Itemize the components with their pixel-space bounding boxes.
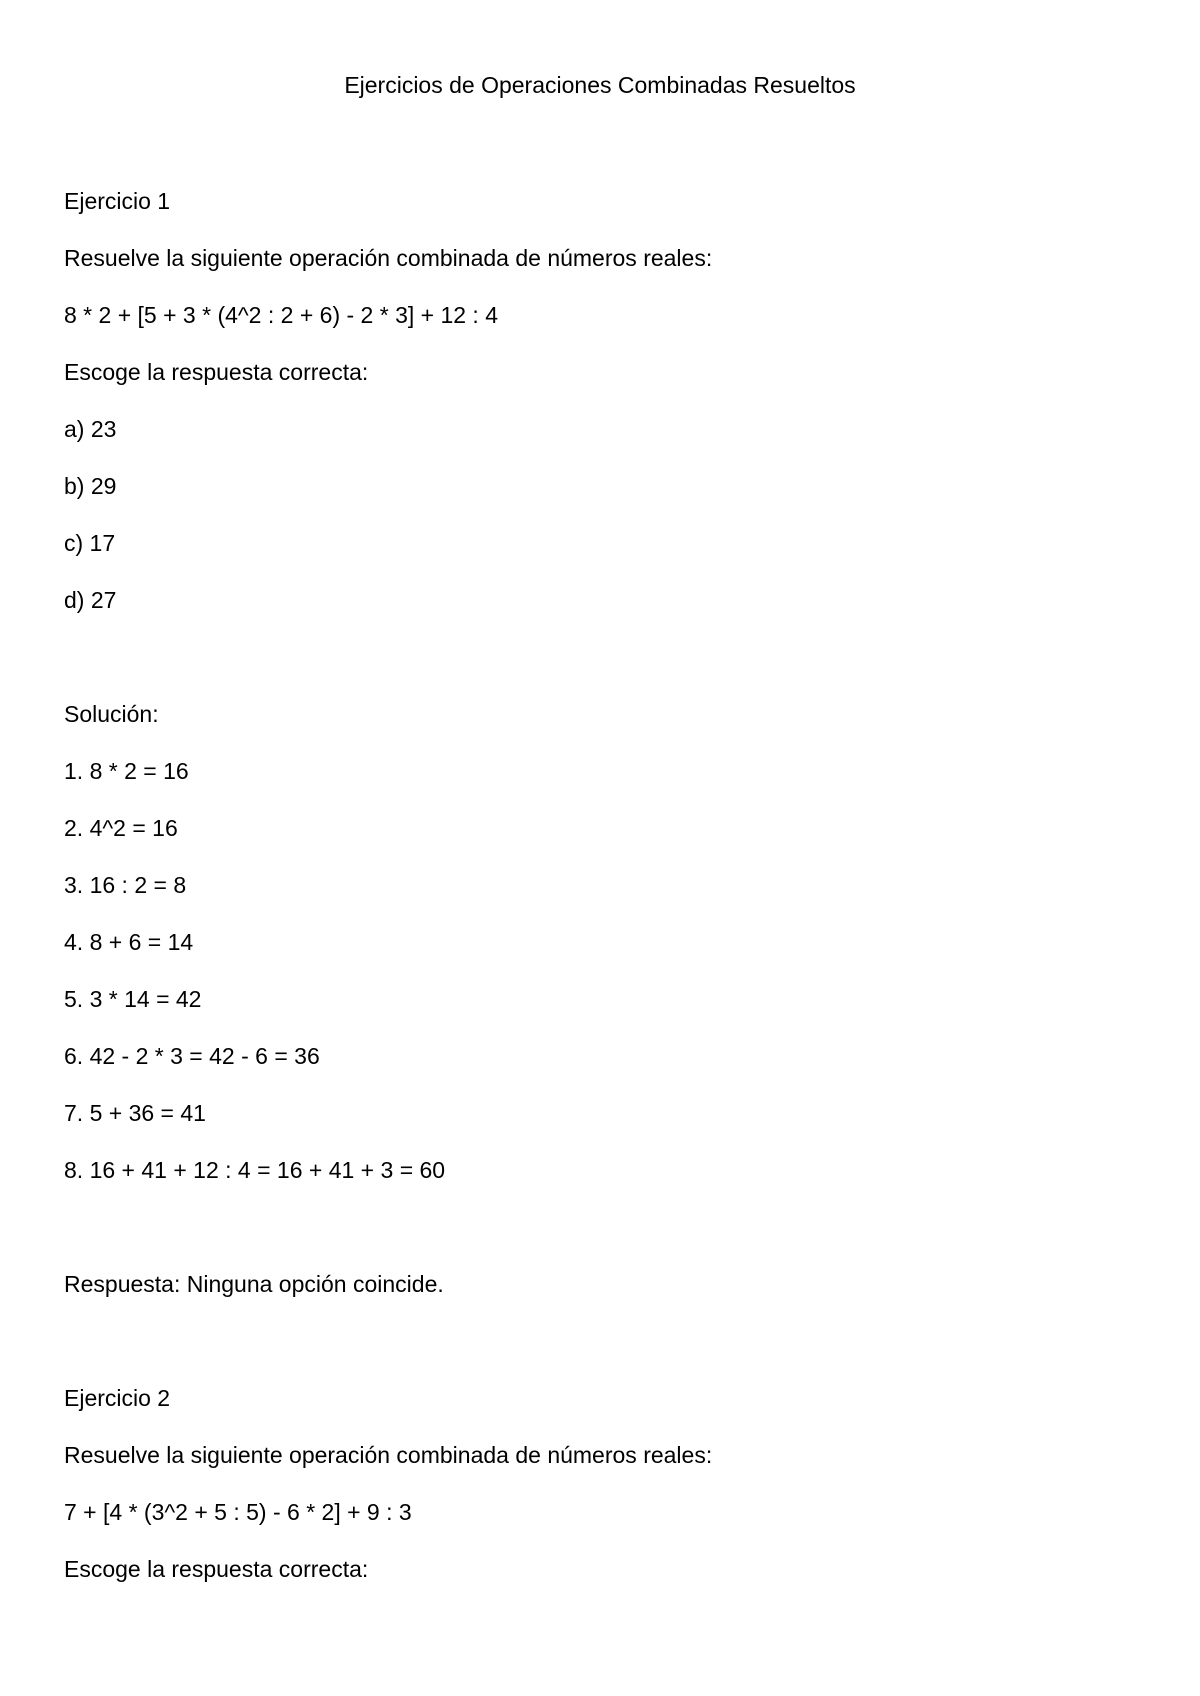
exercise-1-option-c: c) 17 [64, 530, 116, 556]
solution-step-1: 1. 8 * 2 = 16 [64, 758, 189, 784]
exercise-1-expression: 8 * 2 + [5 + 3 * (4^2 : 2 + 6) - 2 * 3] + 12 : 4 [64, 302, 499, 328]
exercise-2-instruction: Resuelve la siguiente operación combinada de números reales: [64, 1442, 713, 1468]
document-title: Ejercicios de Operaciones Combinadas Resueltos [344, 72, 856, 98]
solution-step-8: 8. 16 + 41 + 12 : 4 = 16 + 41 + 3 = 60 [64, 1157, 446, 1183]
solution-step-5: 5. 3 * 14 = 42 [64, 986, 202, 1012]
solution-step-4: 4. 8 + 6 = 14 [64, 929, 194, 955]
exercise-1-option-b: b) 29 [64, 473, 117, 499]
exercise-1-instruction: Resuelve la siguiente operación combinada de números reales: [64, 245, 713, 271]
exercise-2-expression: 7 + [4 * (3^2 + 5 : 5) - 6 * 2] + 9 : 3 [64, 1499, 412, 1525]
exercise-1-prompt: Escoge la respuesta correcta: [64, 359, 369, 385]
solution-step-7: 7. 5 + 36 = 41 [64, 1100, 206, 1126]
solution-step-2: 2. 4^2 = 16 [64, 815, 178, 841]
solution-step-6: 6. 42 - 2 * 3 = 42 - 6 = 36 [64, 1043, 320, 1069]
exercise-1-solution-heading: Solución: [64, 701, 159, 727]
exercise-1-option-a: a) 23 [64, 416, 117, 442]
exercise-1-answer: Respuesta: Ninguna opción coincide. [64, 1271, 444, 1297]
exercise-1-option-d: d) 27 [64, 587, 117, 613]
exercise-2-prompt: Escoge la respuesta correcta: [64, 1556, 369, 1582]
solution-step-3: 3. 16 : 2 = 8 [64, 872, 187, 898]
exercise-1-heading: Ejercicio 1 [64, 188, 171, 214]
exercise-2-heading: Ejercicio 2 [64, 1385, 171, 1411]
